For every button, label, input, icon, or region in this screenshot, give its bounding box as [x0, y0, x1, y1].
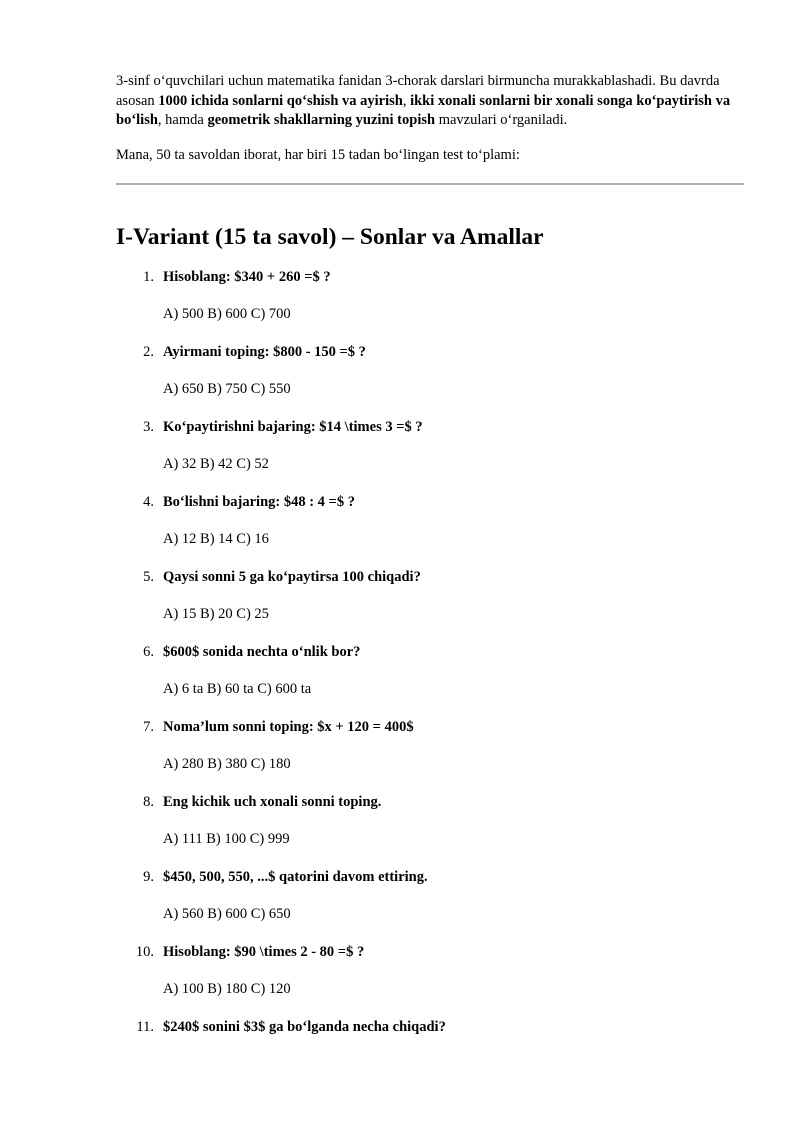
question-item [116, 1017, 744, 1037]
question-list [116, 267, 744, 1037]
question-item [116, 567, 744, 624]
question-text: Hisoblang: $90 \times 2 - 80 =$ ? [163, 943, 365, 960]
question-item [116, 792, 744, 849]
question-options: A) 100 B) 180 C) 120 [163, 980, 291, 997]
question-options: A) 560 B) 600 C) 650 [163, 905, 291, 922]
intro-bold-1: 1000 ichida sonlarni qo‘shish va ayirish [158, 92, 403, 109]
question-options: A) 12 B) 14 C) 16 [163, 530, 269, 547]
question-options: A) 650 B) 750 C) 550 [163, 380, 291, 397]
question-options: A) 500 B) 600 C) 700 [163, 305, 291, 322]
question-item [116, 492, 744, 549]
intro-paragraph [116, 72, 744, 131]
question-number: 3. [143, 418, 154, 435]
question-number: 8. [143, 793, 154, 810]
question-options: A) 32 B) 42 C) 52 [163, 455, 269, 472]
question-number: 9. [143, 868, 154, 885]
question-item [116, 867, 744, 924]
question-text: Bo‘lishni bajaring: $48 : 4 =$ ? [163, 493, 355, 510]
question-item [116, 417, 744, 474]
question-item [116, 942, 744, 999]
question-item [116, 342, 744, 399]
question-options: A) 111 B) 100 C) 999 [163, 830, 290, 847]
question-item [116, 267, 744, 324]
question-text: Hisoblang: $340 + 260 =$ ? [163, 268, 331, 285]
question-text: $240$ sonini $3$ ga bo‘lganda necha chiqadi? [163, 1018, 446, 1035]
question-options: A) 15 B) 20 C) 25 [163, 605, 269, 622]
question-text: Qaysi sonni 5 ga ko‘paytirsa 100 chiqadi? [163, 568, 421, 585]
question-number: 1. [143, 268, 154, 285]
question-number: 2. [143, 343, 154, 360]
question-number: 4. [143, 493, 154, 510]
question-number: 11. [136, 1018, 154, 1035]
question-item [116, 642, 744, 699]
question-text: $450, 500, 550, ...$ qatorini davom ettiring. [163, 868, 428, 885]
document-page [116, 72, 744, 1037]
question-text: $600$ sonida nechta o‘nlik bor? [163, 643, 361, 660]
question-options: A) 6 ta B) 60 ta C) 600 ta [163, 680, 312, 697]
question-number: 5. [143, 568, 154, 585]
question-number: 6. [143, 643, 154, 660]
intro-bold-3: geometrik shakllarning yuzini topish [207, 112, 436, 128]
intro-text-1: 3-sinf o‘quvchilari uchun matematika fanidan 3-chorak darslari birmuncha murakkablashadi. Bu davrda asosan [116, 73, 720, 109]
question-text: Ayirmani toping: $800 - 150 =$ ? [163, 343, 366, 360]
intro-text-3: , hamda [157, 112, 208, 128]
question-item [116, 717, 744, 774]
question-number: 10. [135, 943, 154, 960]
intro-bold-2: ikki xonali sonlarni bir xonali songa ko‘paytirish va bo‘lish [116, 92, 731, 128]
question-options: A) 280 B) 380 C) 180 [163, 755, 291, 772]
intro-second-paragraph: Mana, 50 ta savoldan iborat, har biri 15 tadan bo‘lingan test to‘plami: [116, 146, 520, 163]
question-number: 7. [143, 718, 154, 735]
question-text: Noma’lum sonni toping: $x + 120 = 400$ [163, 718, 414, 735]
question-text: Ko‘paytirishni bajaring: $14 \times 3 =$ ? [163, 418, 423, 435]
question-text: Eng kichik uch xonali sonni toping. [163, 793, 382, 810]
section-heading: I-Variant (15 ta savol) – Sonlar va Amallar [116, 223, 544, 250]
horizontal-divider [116, 183, 744, 185]
intro-text-4: mavzulari o‘rganiladi. [435, 112, 568, 128]
intro-text-2: , [402, 92, 411, 109]
